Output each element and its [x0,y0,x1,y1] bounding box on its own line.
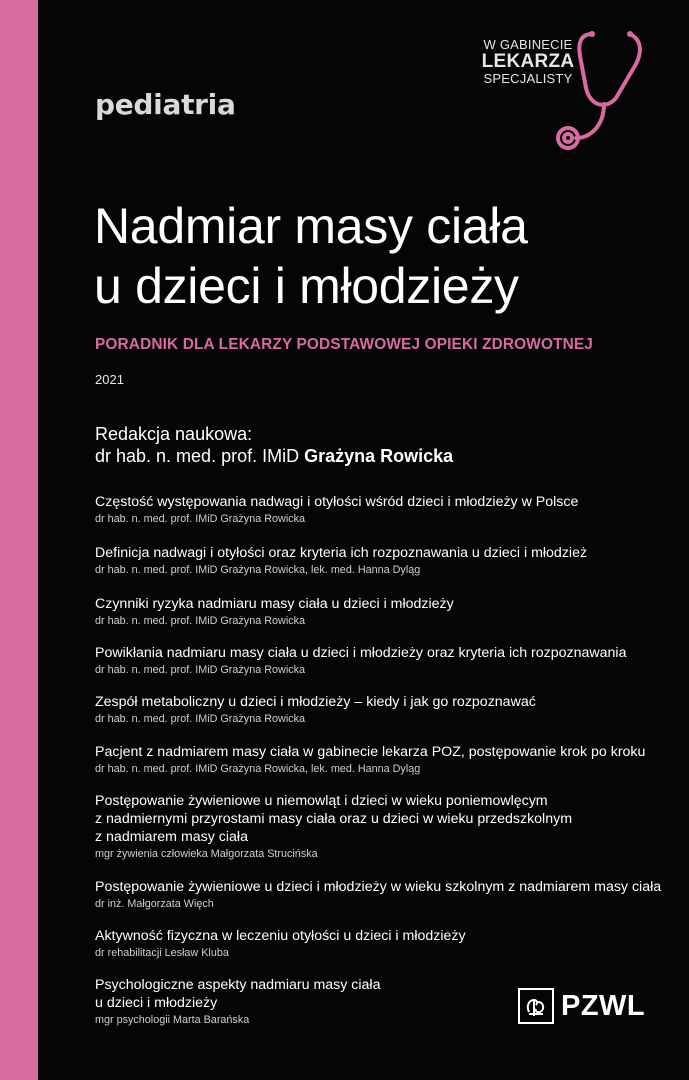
toc-item-author: dr hab. n. med. prof. IMiD Grażyna Rowicka, lek. med. Hanna Dyląg [95,564,421,576]
publication-year: 2021 [95,372,124,387]
toc-item-title: Definicja nadwagi i otyłości oraz kryteria ich rozpoznawania u dzieci i młodzież [95,545,588,561]
toc-item-title: Pacjent z nadmiarem masy ciała w gabinecie lekarza POZ, postępowanie krok po kroku [95,744,646,760]
toc-item-author: dr hab. n. med. prof. IMiD Grażyna Rowicka [95,664,306,676]
toc-item [95,644,675,677]
toc-item [95,693,675,726]
toc-item [95,493,675,526]
category-label: pediatria [95,88,236,121]
toc-item [95,743,675,776]
stethoscope-icon [520,14,670,164]
editor-label: Redakcja naukowa: [95,424,253,444]
toc-item-title: Powikłania nadmiaru masy ciała u dzieci i młodzieży oraz kryteria ich rozpoznawania [95,645,627,661]
toc-item [95,927,675,960]
toc-item [95,544,675,577]
book-title [94,196,674,316]
editor-line [95,445,453,467]
publisher-logo [518,987,645,1025]
toc-item [95,878,675,911]
pink-spine-stripe [0,0,38,1080]
toc-item-title: Czynniki ryzyka nadmiaru masy ciała u dzieci i młodzieży [95,596,454,612]
book-subtitle: PORADNIK DLA LEKARZY PODSTAWOWEJ OPIEKI ZDROWOTNEJ [95,336,594,353]
toc-item-author: dr hab. n. med. prof. IMiD Grażyna Rowicka, lek. med. Hanna Dyląg [95,763,421,775]
toc-item-title: Aktywność fizyczna w leczeniu otyłości u dzieci i młodzieży [95,928,466,944]
toc-item-title: Częstość występowania nadwagi i otyłości wśród dzieci i młodzieży w Polsce [95,494,579,510]
toc-item-title: u dzieci i młodzieży [95,995,218,1011]
book-title-line-1: Nadmiar masy ciała [94,198,528,254]
toc-item-author: mgr żywienia człowieka Małgorzata Strucińska [95,848,318,860]
toc-item-title: Zespół metaboliczny u dzieci i młodzieży – kiedy i jak go rozpoznawać [95,694,536,710]
toc-item-author: dr hab. n. med. prof. IMiD Grażyna Rowicka [95,513,306,525]
toc-item-author: dr hab. n. med. prof. IMiD Grażyna Rowicka [95,615,306,627]
toc-item [95,792,675,861]
book-title-line-2: u dzieci i młodzieży [94,258,519,314]
toc-item-author: dr rehabilitacji Lesław Kluba [95,947,229,959]
publisher-name: PZWL [561,989,646,1022]
toc-item-author: mgr psychologii Marta Barańska [95,1014,250,1026]
toc-item-title: Postępowanie żywieniowe u dzieci i młodzieży w wieku szkolnym z nadmiarem masy ciała [95,879,662,895]
editor-name: Grażyna Rowicka [304,446,454,466]
editor-block [95,423,453,467]
series-line-2: LEKARZA [481,50,575,72]
toc-item-title: Postępowanie żywieniowe u niemowląt i dzieci w wieku poniemowlęcym [95,793,548,809]
toc-item-author: dr hab. n. med. prof. IMiD Grażyna Rowicka [95,713,306,725]
editor-prefix: dr hab. n. med. prof. IMiD [95,446,300,466]
toc-item [95,595,675,628]
toc-item-title: z nadmiarem masy ciała [95,829,248,845]
toc-item-author: dr inż. Małgorzata Więch [95,898,214,910]
toc-item-title: z nadmiernymi przyrostami masy ciała oraz u dzieci w wieku przedszkolnym [95,811,573,827]
series-line-1: W GABINECIE [483,37,573,52]
toc-item-title: Psychologiczne aspekty nadmiaru masy ciała [95,977,381,993]
series-line-3: SPECJALISTY [483,70,573,86]
publisher-emblem-icon [518,988,554,1024]
